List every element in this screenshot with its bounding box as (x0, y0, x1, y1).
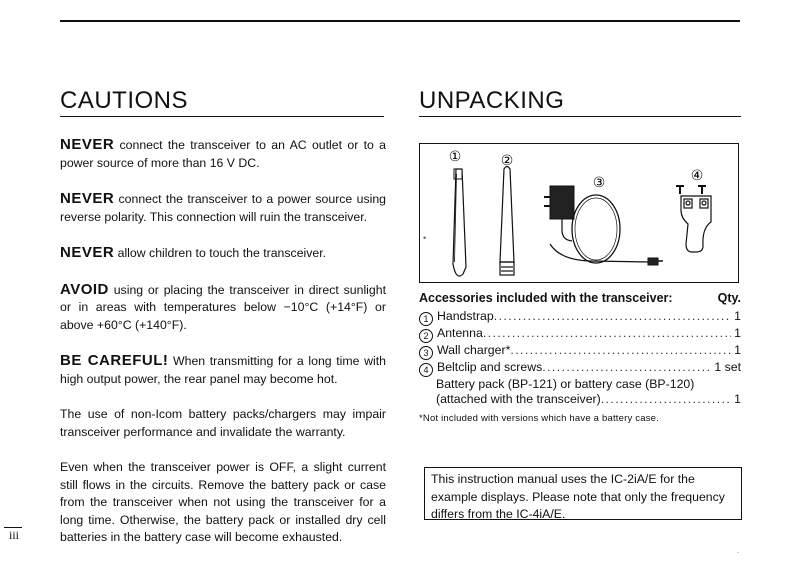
accessory-row-handstrap (419, 309, 741, 326)
caution-text: connect the transceiver to a power source using reverse polarity. This connection will ruin the transceiver. (60, 192, 386, 224)
leader-dots (483, 326, 731, 343)
caution-children (60, 244, 386, 263)
note-box: This instruction manual uses the IC-2iA/E for the example displays. Please note that only the frequency differs from the IC-4iA/E. (424, 467, 742, 520)
keyword-never: NEVER (60, 136, 115, 153)
accessory-label (419, 343, 510, 360)
item-number: 3 (419, 346, 433, 360)
wall-charger-drawing (544, 186, 663, 265)
accessory-qty: 1 (734, 308, 741, 323)
caution-non-icom: The use of non-Icom battery packs/chargers may impair transceiver performance and invalidate the warranty. (60, 407, 386, 439)
caution-hot-panel (60, 352, 386, 388)
item-number: 1 (419, 312, 433, 326)
accessories-drawing (420, 144, 740, 284)
accessory-row-beltclip (419, 360, 741, 377)
accessory-label (419, 309, 494, 326)
caution-text: connect the transceiver to an AC outlet or to a power source of more than 16 V DC. (60, 138, 386, 170)
top-rule (60, 20, 740, 22)
accessory-label (419, 326, 483, 343)
accessory-name: (attached with the transceiver) (436, 392, 601, 407)
keyword-be-careful: BE CAREFUL! (60, 352, 169, 369)
accessories-illustration (419, 143, 739, 283)
cautions-section (60, 136, 386, 565)
accessory-name: Beltclip and screws (437, 359, 543, 374)
leader-dots (510, 343, 731, 360)
unpacking-heading: UNPACKING (419, 87, 565, 114)
accessory-qty: 1 set (714, 359, 741, 374)
bottom-mark: . (737, 546, 740, 555)
caution-text: allow children to touch the transceiver. (114, 246, 327, 260)
caution-temperature (60, 281, 386, 335)
unpacking-heading-rule (419, 116, 741, 117)
keyword-never: NEVER (60, 190, 115, 207)
caution-ac-outlet (60, 136, 386, 172)
label-wall-charger: ③ (592, 175, 606, 191)
accessories-header (419, 291, 741, 307)
accessory-label (419, 360, 542, 377)
accessory-qty: 1 (734, 342, 741, 357)
accessory-qty: 1 (734, 392, 741, 407)
keyword-never: NEVER (60, 244, 115, 261)
accessory-qty: 1 (734, 325, 741, 340)
figure-mark: • (423, 233, 427, 243)
leader-dots (542, 360, 712, 377)
item-number: 2 (419, 329, 433, 343)
accessory-row-antenna (419, 326, 741, 343)
keyword-avoid: AVOID (60, 280, 109, 298)
accessories-list (419, 291, 741, 426)
caution-text: When transmitting for a long time with high output power, the rear panel may become hot. (60, 354, 386, 386)
beltclip-drawing (676, 186, 711, 252)
leader-dots (601, 392, 731, 408)
label-beltclip: ④ (690, 168, 704, 184)
accessory-name: Antenna (437, 325, 483, 340)
footnote: *Not included with versions which have a battery case. (419, 412, 659, 424)
accessory-row-wall-charger (419, 343, 741, 360)
caution-text: using or placing the transceiver in direct sunlight or in areas with temperatures below −10°C (+14°F) or above +60°C (+140°F). (60, 282, 386, 332)
cautions-heading-rule (60, 116, 384, 117)
handstrap-drawing (453, 169, 466, 276)
qty-header: Qty. (717, 291, 741, 305)
leader-dots (494, 309, 731, 326)
battery-line-1: Battery pack (BP-121) or battery case (BP-120) (436, 376, 695, 391)
caution-reverse-polarity (60, 190, 386, 226)
antenna-drawing (500, 167, 514, 276)
cautions-heading: CAUTIONS (60, 87, 189, 114)
label-handstrap: ① (448, 149, 462, 165)
caution-power-off: Even when the transceiver power is OFF, a slight current still flows in the circuits. Remove the battery pack or case from the transceiver when not using the transceiver for a long time. Otherwise, the battery pack or installed dry cell batteries in the battery case will become exhausted. (60, 460, 386, 544)
battery-line-2 (419, 392, 741, 408)
label-antenna: ② (500, 153, 514, 169)
accessory-name: Wall charger* (437, 342, 511, 357)
accessories-header-label: Accessories included with the transceiver: (419, 291, 673, 305)
item-number: 4 (419, 363, 433, 377)
accessory-name: Handstrap (437, 308, 494, 323)
page-number: iii (9, 528, 20, 542)
